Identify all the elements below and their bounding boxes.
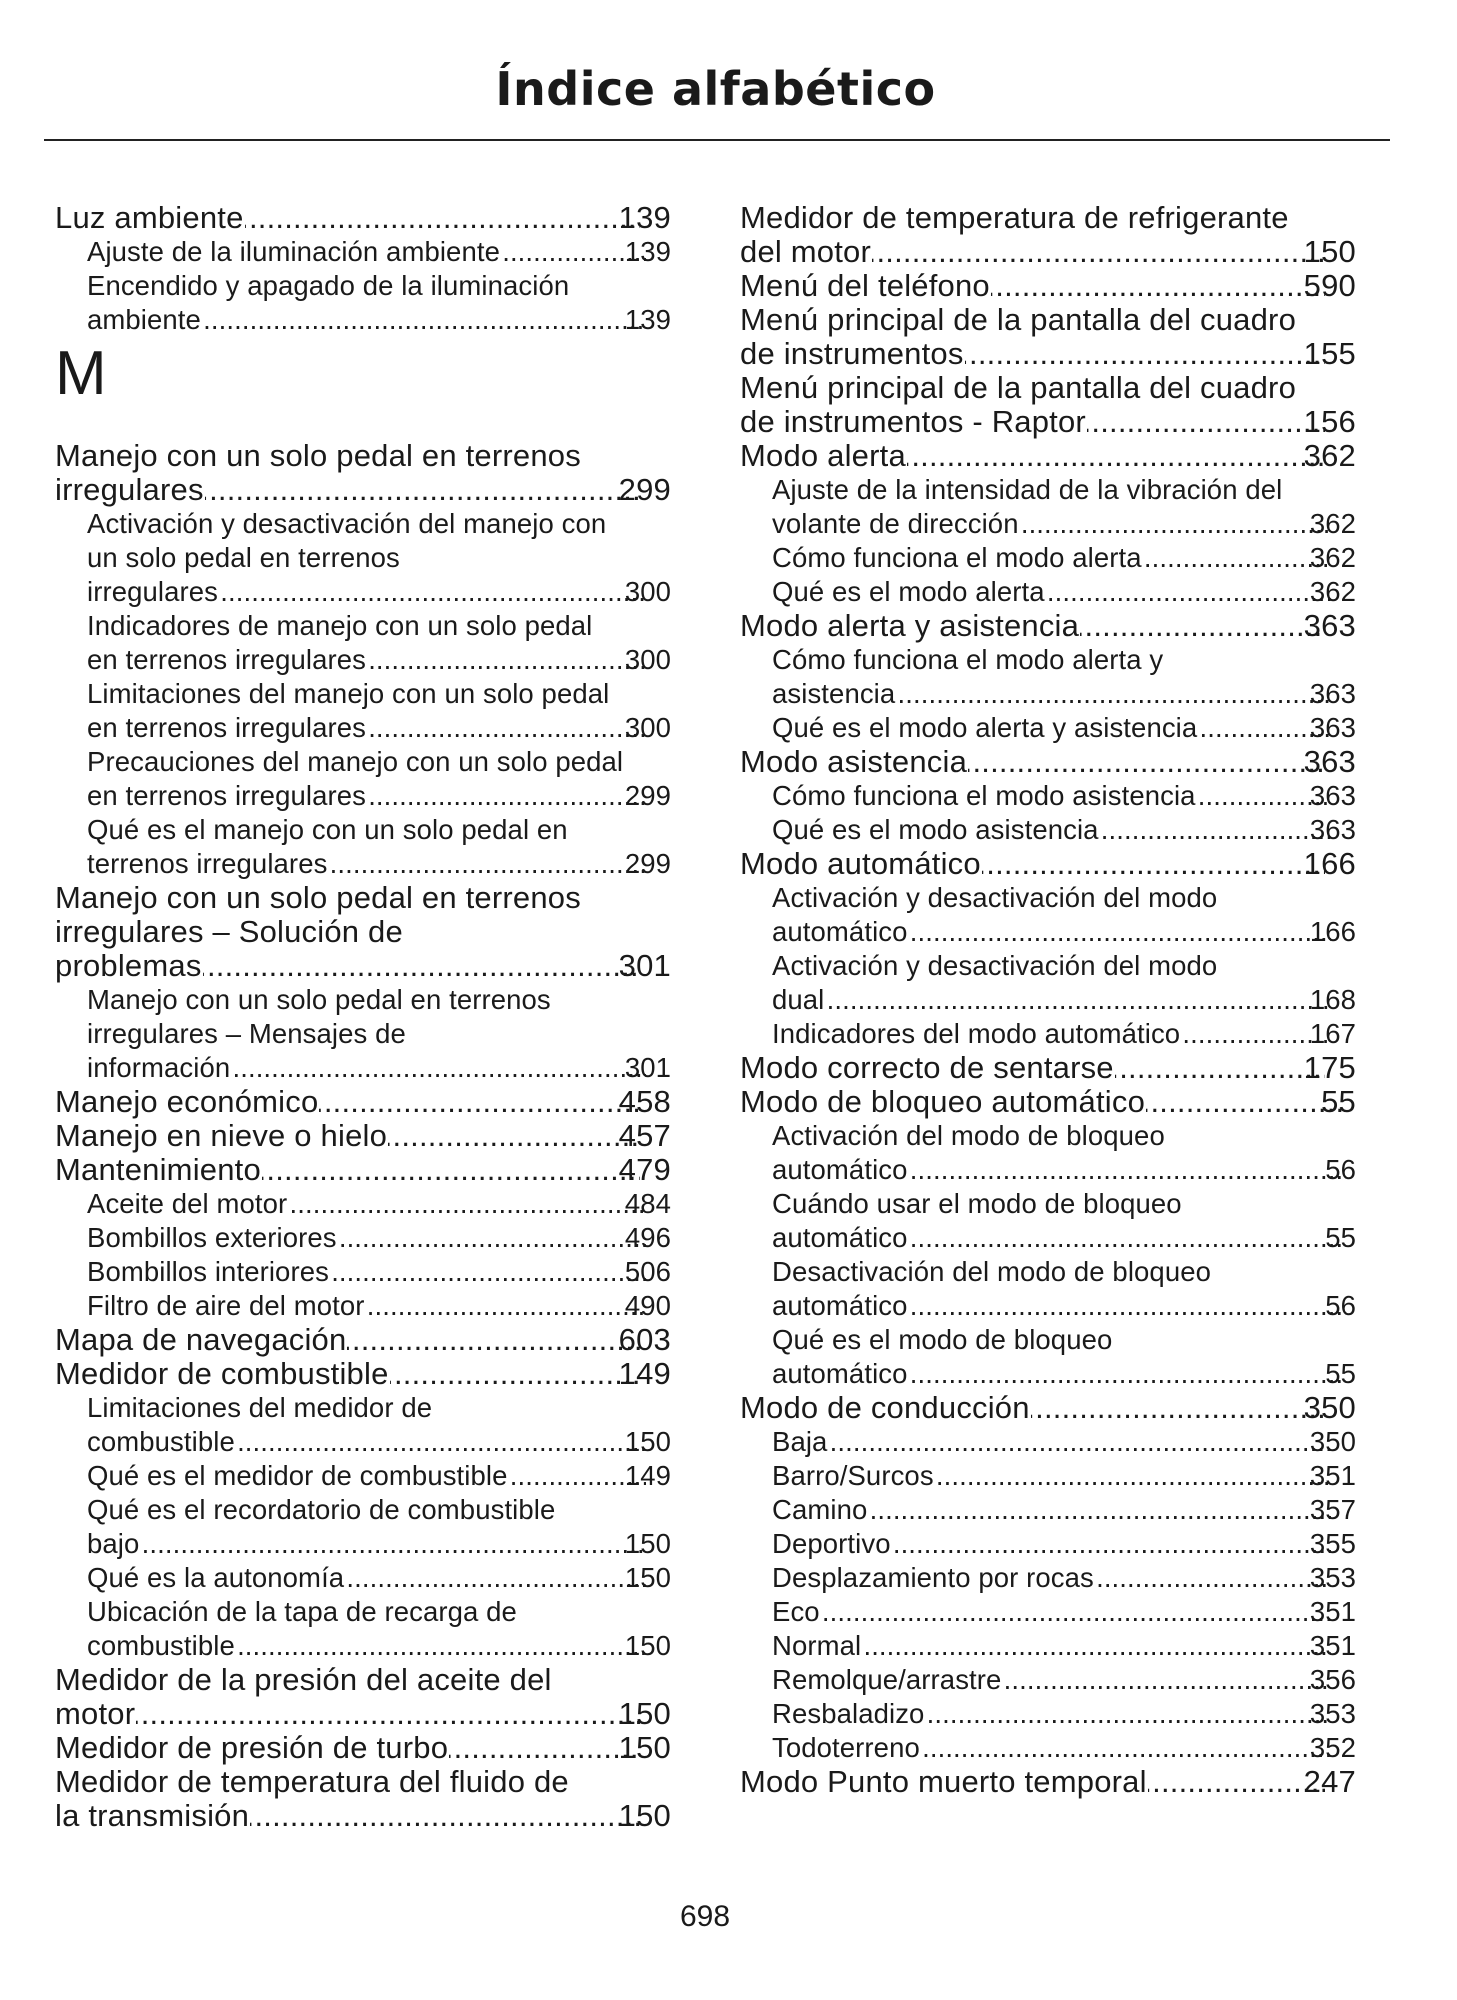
entry-text: Qué es el modo alerta y asistencia [772, 712, 1198, 743]
entry-text: bajo [87, 1528, 140, 1559]
page-title: Índice alfabético [495, 62, 936, 116]
page-reference: 351 [1309, 1596, 1356, 1627]
entry-text: Modo de bloqueo automático [740, 1084, 1146, 1119]
index-subentry [740, 1187, 1356, 1255]
dot-leader [140, 1527, 645, 1561]
index-subentry [740, 541, 1356, 575]
index-entry [55, 1153, 671, 1187]
page-reference: 139 [624, 236, 671, 267]
index-subentry [55, 677, 671, 745]
entry-text: Modo Punto muerto temporal [740, 1764, 1147, 1799]
index-subentry [55, 1493, 671, 1561]
entry-text: Mantenimiento [55, 1152, 261, 1187]
index-subentry [740, 949, 1356, 1017]
page-reference: 351 [1309, 1630, 1356, 1661]
section-letter: M [55, 339, 107, 408]
index-entry [55, 201, 671, 235]
page-reference: 603 [618, 1322, 671, 1357]
dot-leader [991, 269, 1325, 303]
index-subentry [740, 643, 1356, 711]
dot-leader [262, 1153, 640, 1187]
page-reference: 362 [1309, 508, 1356, 539]
dot-leader [982, 847, 1325, 881]
dot-leader [909, 1221, 1347, 1255]
index-entry [55, 881, 671, 983]
entry-text-line: Manejo con un solo pedal en terrenos [87, 984, 551, 1015]
dot-leader [825, 983, 1330, 1017]
dot-leader [203, 949, 640, 983]
dot-leader [862, 1629, 1331, 1663]
dot-leader [896, 677, 1331, 711]
index-subentry [740, 1323, 1356, 1391]
dot-leader [909, 1289, 1347, 1323]
dot-leader [1181, 1017, 1331, 1051]
entry-text: Modo asistencia [740, 744, 968, 779]
index-subentry [55, 1289, 671, 1323]
dot-leader [231, 1051, 646, 1085]
entry-text: dual [772, 984, 825, 1015]
page-reference: 175 [1303, 1050, 1356, 1085]
page-reference: 150 [618, 1696, 671, 1731]
index-entry [55, 1323, 671, 1357]
dot-leader [367, 779, 646, 813]
dot-leader [367, 643, 646, 677]
page-reference: 300 [624, 712, 671, 743]
entry-text: Medidor de combustible [55, 1356, 389, 1391]
dot-leader [968, 745, 1325, 779]
entry-text: Luz ambiente [55, 200, 244, 235]
entry-text-line: irregulares – Mensajes de [87, 1018, 406, 1049]
entry-text: automático [772, 1222, 908, 1253]
page-reference: 457 [618, 1118, 671, 1153]
dot-leader [1087, 405, 1325, 439]
page-reference: 458 [618, 1084, 671, 1119]
index-subentry [55, 1187, 671, 1221]
entry-text-line: Qué es el manejo con un solo pedal en [87, 814, 568, 845]
index-subentry [55, 235, 671, 269]
entry-text: Aceite del motor [87, 1188, 288, 1219]
page-reference: 363 [1309, 814, 1356, 845]
dot-leader [909, 915, 1331, 949]
dot-leader [236, 1629, 646, 1663]
page-reference: 496 [624, 1222, 671, 1253]
page-reference: 166 [1309, 916, 1356, 947]
index-column-right [740, 201, 1356, 1799]
page-reference: 506 [624, 1256, 671, 1287]
entry-text: Cómo funciona el modo asistencia [772, 780, 1196, 811]
page-reference: 299 [618, 472, 671, 507]
entry-text-line: Ubicación de la tapa de recarga de [87, 1596, 517, 1627]
page-reference: 150 [1303, 234, 1356, 269]
entry-text: en terrenos irregulares [87, 712, 366, 743]
entry-text: Manejo económico [55, 1084, 319, 1119]
entry-text-line: Manejo con un solo pedal en terrenos [55, 880, 581, 915]
entry-text-line: Menú principal de la pantalla del cuadro [740, 370, 1297, 405]
page-reference: 55 [1321, 1084, 1356, 1119]
index-subentry [740, 1561, 1356, 1595]
index-subentry [55, 1459, 671, 1493]
entry-text: Modo correcto de sentarse [740, 1050, 1114, 1085]
entry-text: Bombillos interiores [87, 1256, 329, 1287]
entry-text: Barro/Surcos [772, 1460, 934, 1491]
page-reference: 149 [624, 1460, 671, 1491]
dot-leader [1046, 575, 1331, 609]
page-reference: 590 [1303, 268, 1356, 303]
page-reference: 363 [1309, 780, 1356, 811]
index-subentry [55, 269, 671, 337]
dot-leader [921, 1731, 1331, 1765]
page-reference: 150 [624, 1426, 671, 1457]
index-entry [740, 1765, 1356, 1799]
entry-text-line: Activación y desactivación del manejo con [87, 508, 607, 539]
page-reference: 55 [1325, 1222, 1356, 1253]
entry-text: de instrumentos - Raptor [740, 404, 1086, 439]
index-subentry [740, 1017, 1356, 1051]
entry-text: automático [772, 1290, 908, 1321]
entry-text-line: Cómo funciona el modo alerta y [772, 644, 1164, 675]
page-reference: 299 [624, 780, 671, 811]
index-subentry [55, 745, 671, 813]
entry-text: Qué es la autonomía [87, 1562, 345, 1593]
entry-text: automático [772, 916, 908, 947]
entry-text-line: irregulares – Solución de [55, 914, 403, 949]
dot-leader [892, 1527, 1331, 1561]
index-subentry [740, 1595, 1356, 1629]
entry-text: en terrenos irregulares [87, 780, 366, 811]
index-subentry [740, 813, 1356, 847]
page-reference: 150 [618, 1730, 671, 1765]
index-entry [740, 1051, 1356, 1085]
dot-leader [319, 1085, 639, 1119]
dot-leader [245, 201, 640, 235]
entry-text: Baja [772, 1426, 828, 1457]
page-reference: 166 [1303, 846, 1356, 881]
page-reference: 139 [618, 200, 671, 235]
index-subentry [740, 1255, 1356, 1323]
entry-text: la transmisión [55, 1798, 250, 1833]
index-subentry [55, 1221, 671, 1255]
dot-leader [828, 1425, 1330, 1459]
dot-leader [907, 439, 1325, 473]
entry-text: Indicadores del modo automático [772, 1018, 1181, 1049]
entry-text: Modo alerta y asistencia [740, 608, 1080, 643]
dot-leader [367, 711, 646, 745]
entry-text: Menú del teléfono [740, 268, 990, 303]
page-reference: 484 [624, 1188, 671, 1219]
dot-leader [1080, 609, 1325, 643]
entry-text-line: Encendido y apagado de la iluminación [87, 270, 570, 301]
index-entry [55, 1119, 671, 1153]
dot-leader [1148, 1765, 1325, 1799]
dot-leader [1002, 1663, 1330, 1697]
page-reference: 353 [1309, 1698, 1356, 1729]
index-subentry [55, 1391, 671, 1459]
page-reference: 362 [1309, 542, 1356, 573]
dot-leader [347, 1323, 639, 1357]
entry-text: Ajuste de la iluminación ambiente [87, 236, 500, 267]
index-entry [740, 847, 1356, 881]
page-reference: 156 [1303, 404, 1356, 439]
entry-text: Desplazamiento por rocas [772, 1562, 1094, 1593]
entry-text-line: Activación y desactivación del modo [772, 950, 1218, 981]
page-reference: 139 [624, 304, 671, 335]
entry-text-line: Ajuste de la intensidad de la vibración del [772, 474, 1283, 505]
dot-leader [1100, 813, 1331, 847]
dot-leader [366, 1289, 646, 1323]
entry-text: Modo de conducción [740, 1390, 1030, 1425]
page-reference: 150 [618, 1798, 671, 1833]
dot-leader [1031, 1391, 1325, 1425]
entry-text: ambiente [87, 304, 201, 335]
index-entry [740, 609, 1356, 643]
index-subentry [740, 575, 1356, 609]
page-reference: 155 [1303, 336, 1356, 371]
page-reference: 55 [1325, 1358, 1356, 1389]
page-reference: 299 [624, 848, 671, 879]
dot-leader [872, 235, 1325, 269]
dot-leader [868, 1493, 1330, 1527]
entry-text: Qué es el medidor de combustible [87, 1460, 508, 1491]
dot-leader [219, 575, 646, 609]
entry-text-line: Menú principal de la pantalla del cuadro [740, 302, 1297, 337]
entry-text-line: Precauciones del manejo con un solo pedal [87, 746, 624, 777]
entry-text: volante de dirección [772, 508, 1019, 539]
index-entry [740, 1391, 1356, 1425]
dot-leader [965, 337, 1325, 371]
entry-text: información [87, 1052, 231, 1083]
entry-text-line: Manejo con un solo pedal en terrenos [55, 438, 581, 473]
index-entry [740, 201, 1356, 269]
entry-text-line: Activación y desactivación del modo [772, 882, 1218, 913]
page-reference: 363 [1303, 744, 1356, 779]
entry-text-line: Medidor de la presión del aceite del [55, 1662, 552, 1697]
entry-text: de instrumentos [740, 336, 964, 371]
page-reference: 490 [624, 1290, 671, 1321]
index-column-left [55, 201, 671, 1833]
dot-leader [1143, 541, 1331, 575]
index-subentry [740, 1663, 1356, 1697]
index-subentry [740, 1527, 1356, 1561]
index-subentry [740, 1459, 1356, 1493]
entry-text-line: Limitaciones del manejo con un solo pedal [87, 678, 610, 709]
entry-text: Bombillos exteriores [87, 1222, 337, 1253]
entry-text: problemas [55, 948, 202, 983]
dot-leader [909, 1153, 1347, 1187]
dot-leader [330, 1255, 646, 1289]
entry-text-line: Cuándo usar el modo de bloqueo [772, 1188, 1182, 1219]
entry-text-line: Qué es el modo de bloqueo [772, 1324, 1113, 1355]
entry-text-line: Limitaciones del medidor de [87, 1392, 433, 1423]
index-entry [55, 439, 671, 507]
dot-leader [1146, 1085, 1342, 1119]
entry-text: Manejo en nieve o hielo [55, 1118, 388, 1153]
page-reference: 352 [1309, 1732, 1356, 1763]
index-entry [740, 439, 1356, 473]
page-reference: 350 [1309, 1426, 1356, 1457]
entry-text-line: Desactivación del modo de bloqueo [772, 1256, 1212, 1287]
index-entry [740, 1085, 1356, 1119]
dot-leader [449, 1731, 640, 1765]
page-reference: 353 [1309, 1562, 1356, 1593]
page-reference: 300 [624, 644, 671, 675]
entry-text: Cómo funciona el modo alerta [772, 542, 1142, 573]
page-reference: 363 [1303, 608, 1356, 643]
dot-leader [288, 1187, 646, 1221]
index-subentry [55, 813, 671, 881]
page-reference: 56 [1325, 1290, 1356, 1321]
dot-leader [345, 1561, 646, 1595]
entry-text: Resbaladizo [772, 1698, 925, 1729]
index-entry [55, 1765, 671, 1833]
dot-leader [250, 1799, 640, 1833]
index-subentry [740, 1493, 1356, 1527]
entry-text-line: Qué es el recordatorio de combustible [87, 1494, 556, 1525]
index-entry [740, 269, 1356, 303]
index-subentry [55, 1561, 671, 1595]
page-reference: 357 [1309, 1494, 1356, 1525]
entry-text: Qué es el modo alerta [772, 576, 1045, 607]
index-entry [740, 371, 1356, 439]
page-reference: 301 [618, 948, 671, 983]
page-reference: 362 [1303, 438, 1356, 473]
entry-text: combustible [87, 1426, 235, 1457]
dot-leader [390, 1357, 640, 1391]
index-subentry [740, 881, 1356, 949]
entry-text-line: Medidor de temperatura de refrigerante [740, 200, 1289, 235]
index-entry [740, 745, 1356, 779]
entry-text: terrenos irregulares [87, 848, 328, 879]
entry-text: Modo automático [740, 846, 981, 881]
index-subentry [55, 609, 671, 677]
dot-leader [338, 1221, 646, 1255]
index-subentry [55, 507, 671, 609]
entry-text: Deportivo [772, 1528, 891, 1559]
entry-text-line: un solo pedal en terrenos [87, 542, 400, 573]
index-subentry [55, 983, 671, 1085]
dot-leader [202, 303, 646, 337]
page-reference: 362 [1309, 576, 1356, 607]
entry-text: automático [772, 1358, 908, 1389]
index-subentry [740, 1731, 1356, 1765]
dot-leader [388, 1119, 640, 1153]
index-subentry [740, 711, 1356, 745]
index-entry [55, 1085, 671, 1119]
entry-text: Remolque/arrastre [772, 1664, 1002, 1695]
page-reference: 355 [1309, 1528, 1356, 1559]
page-reference: 150 [624, 1562, 671, 1593]
page-reference: 150 [624, 1630, 671, 1661]
dot-leader [1020, 507, 1331, 541]
entry-text: Camino [772, 1494, 868, 1525]
entry-text-line: Activación del modo de bloqueo [772, 1120, 1165, 1151]
page-reference: 479 [618, 1152, 671, 1187]
dot-leader [909, 1357, 1347, 1391]
entry-text: Eco [772, 1596, 820, 1627]
dot-leader [236, 1425, 646, 1459]
index-entry [740, 303, 1356, 371]
page-reference: 167 [1309, 1018, 1356, 1049]
dot-leader [205, 473, 640, 507]
entry-text: Filtro de aire del motor [87, 1290, 365, 1321]
title-divider [44, 139, 1390, 141]
index-subentry [740, 1697, 1356, 1731]
entry-text: Todoterreno [772, 1732, 920, 1763]
dot-leader [821, 1595, 1331, 1629]
index-subentry [740, 779, 1356, 813]
entry-text: Modo alerta [740, 438, 906, 473]
page-reference: 149 [618, 1356, 671, 1391]
dot-leader [925, 1697, 1330, 1731]
entry-text: asistencia [772, 678, 896, 709]
dot-leader [328, 847, 645, 881]
index-subentry [55, 1255, 671, 1289]
index-entry [55, 1357, 671, 1391]
dot-leader [136, 1697, 639, 1731]
page-reference: 56 [1325, 1154, 1356, 1185]
index-subentry [740, 473, 1356, 541]
index-entry [55, 1663, 671, 1731]
dot-leader [1115, 1051, 1325, 1085]
entry-text: en terrenos irregulares [87, 644, 366, 675]
page-reference: 150 [624, 1528, 671, 1559]
entry-text: Normal [772, 1630, 862, 1661]
page-reference: 301 [624, 1052, 671, 1083]
page-reference: 168 [1309, 984, 1356, 1015]
entry-text: Medidor de presión de turbo [55, 1730, 449, 1765]
page-reference: 247 [1303, 1764, 1356, 1799]
page-reference: 363 [1309, 712, 1356, 743]
page-reference: 351 [1309, 1460, 1356, 1491]
page-number: 698 [679, 1900, 731, 1933]
entry-text: Qué es el modo asistencia [772, 814, 1099, 845]
entry-text: combustible [87, 1630, 235, 1661]
entry-text-line: Indicadores de manejo con un solo pedal [87, 610, 593, 641]
dot-leader [935, 1459, 1331, 1493]
entry-text: motor [55, 1696, 136, 1731]
entry-text: irregulares [55, 472, 204, 507]
entry-text: irregulares [87, 576, 219, 607]
entry-text: automático [772, 1154, 908, 1185]
page-reference: 356 [1309, 1664, 1356, 1695]
page-reference: 350 [1303, 1390, 1356, 1425]
entry-text-line: Medidor de temperatura del fluido de [55, 1764, 569, 1799]
index-subentry [55, 1595, 671, 1663]
index-subentry [740, 1425, 1356, 1459]
index-subentry [740, 1119, 1356, 1187]
dot-leader [1095, 1561, 1331, 1595]
index-subentry [740, 1629, 1356, 1663]
page-reference: 363 [1309, 678, 1356, 709]
entry-text: del motor [740, 234, 872, 269]
page-reference: 300 [624, 576, 671, 607]
entry-text: Mapa de navegación [55, 1322, 347, 1357]
index-entry [55, 1731, 671, 1765]
